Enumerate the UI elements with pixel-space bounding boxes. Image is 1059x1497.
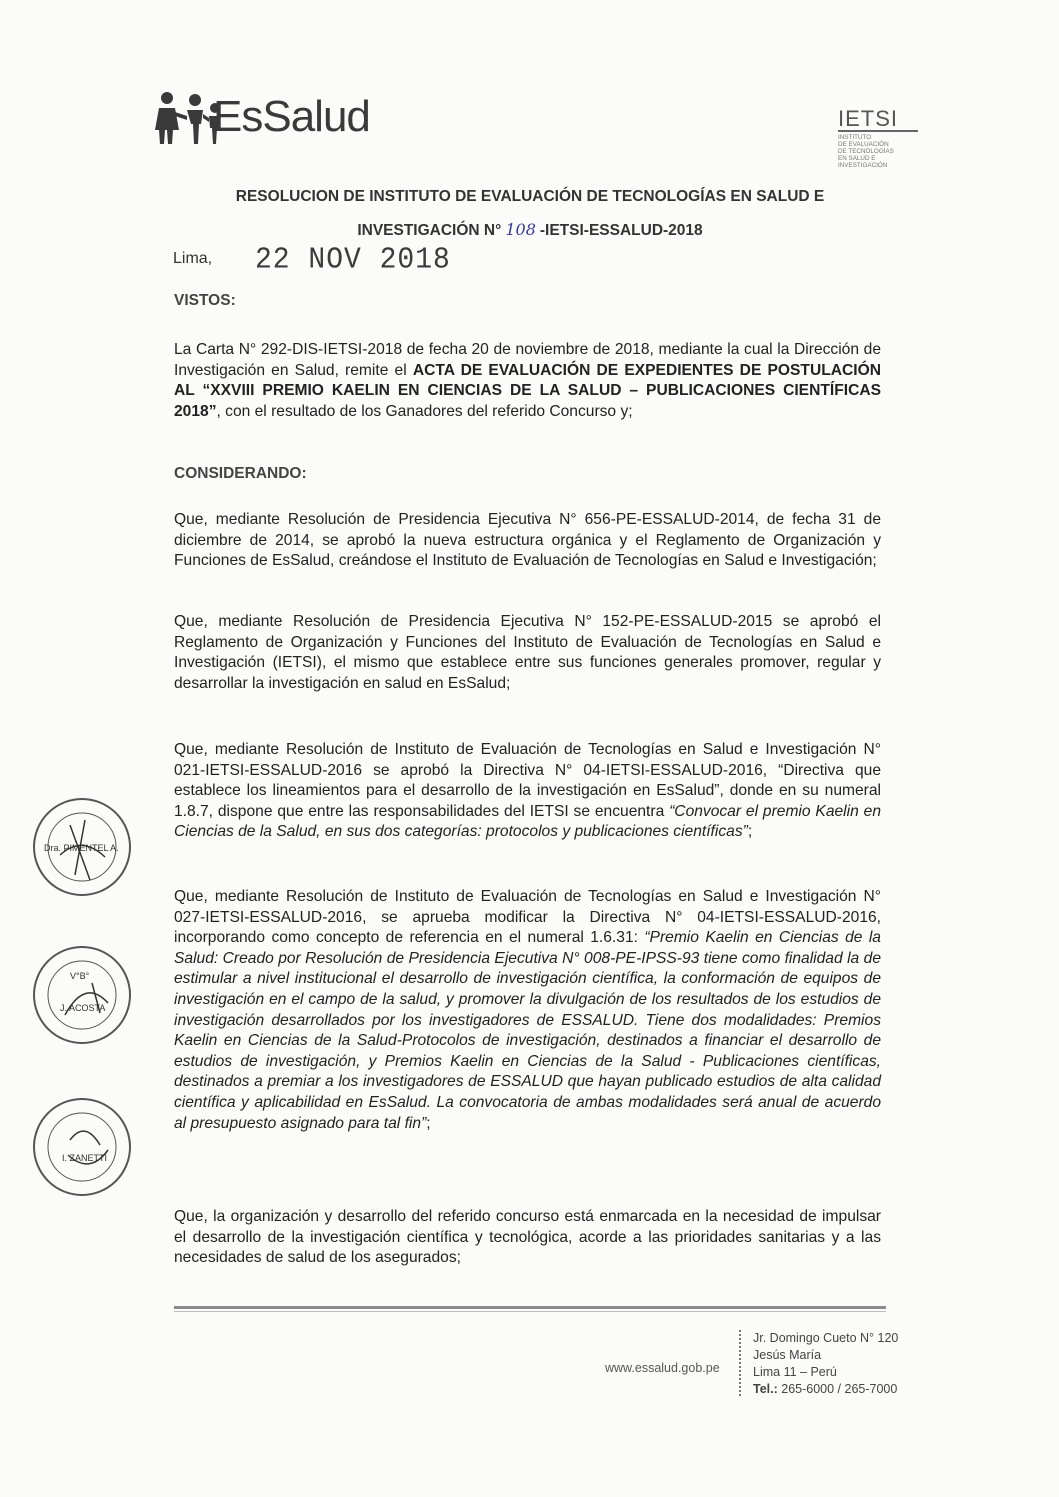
considerando-heading: CONSIDERANDO: — [174, 465, 307, 482]
essalud-logo-text: EsSalud — [213, 92, 370, 141]
stamp-2-name: J. ACOSTA — [60, 1003, 106, 1013]
stamp-seal-3 — [30, 1095, 135, 1200]
ietsi-logo-title: IETSI — [838, 108, 918, 132]
resolution-title-line2: INVESTIGACIÓN N° 108 -IETSI-ESSALUD-2018 — [357, 220, 703, 239]
stamp-2-vb: V°B° — [70, 971, 90, 981]
considerando-paragraph-5: Que, la organización y desarrollo del referido concurso está enmarcada en la necesidad de impulsar el desarrollo de la investigación científica y tecnológica, acorde a las prioridades sanitarias y a las necesidades de salud de los asegurados; — [174, 1208, 881, 1267]
resolution-title-line1: RESOLUCION DE INSTITUTO DE EVALUACIÓN DE TECNOLOGÍAS EN SALUD E — [235, 188, 825, 205]
place-label: Lima, — [173, 250, 213, 267]
ietsi-logo — [838, 108, 918, 172]
date-stamp: 22 NOV 2018 — [255, 243, 451, 278]
stamp-1-name: Dra. PIMENTEL A. — [44, 843, 119, 853]
handwritten-number: 108 — [505, 220, 536, 239]
considerando-paragraph-2: Que, mediante Resolución de Presidencia Ejecutiva N° 152-PE-ESSALUD-2015 se aprobó el Reglamento de Organización y Funciones del Instituto de Evaluación de Tecnologías en Salud e Investigación (IETSI), el mismo que establece entre sus funciones generales promover, regular y desarrollar la investigación en salud en EsSalud; — [174, 613, 881, 692]
vistos-paragraph: La Carta N° 292-DIS-IETSI-2018 de fecha 20 de noviembre de 2018, mediante la cual la Dirección de Investigación en Salud, remite el ACTA DE EVALUACIÓN DE EXPEDIENTES DE POSTULACIÓN AL “XXVIII PREMIO KAELIN EN CIENCIAS DE LA SALUD – PUBLICACIONES CIENTÍFICAS 2018”, con el resultado de los Ganadores del referido Concurso y; — [174, 341, 881, 420]
stamp-seal-1 — [30, 795, 135, 900]
footer-address: Jr. Domingo Cueto N° 120 Jesús María Lima 11 – Perú Tel.: 265-6000 / 265-7000 — [753, 1331, 899, 1396]
considerando-paragraph-4: Que, mediante Resolución de Instituto de Evaluación de Tecnologías en Salud e Investigación N° 027-IETSI-ESSALUD-2016, se aprueba modificar la Directiva N° 04-IETSI-ESSALUD-2016, incorporando como concepto de referencia en el numeral 1.6.31: “Premio Kaelin en Ciencias de la Salud: Creado por Resolución de Presidencia Ejecutiva N° 008-PE-IPSS-93 tiene como finalidad la de estimular a nivel institucional el desarrollo de investigación científica, la conformación de equipos de investigación en el campo de la salud, y promover la divulgación de los resultados de los estudios de investigación desarrollados por los investigadores de ESSALUD. Tiene dos modalidades: Premios Kaelin en Ciencias de la Salud-Protocolos de investigación, destinados a financiar el desarrollo de estudios de investigación, y Premios Kaelin en Ciencias de la Salud - Publicaciones científicas, destinados a premiar a los investigadores de ESSALUD que hayan publicado estudios de alta calidad científica y aplicabilidad en EsSalud. La convocatoria de ambas modalidades será anual de acuerdo al presupuesto asignado para tal fin”; — [174, 888, 881, 1132]
footer-separator — [739, 1330, 741, 1396]
essalud-logo — [155, 88, 415, 158]
considerando-paragraph-3: Que, mediante Resolución de Instituto de Evaluación de Tecnologías en Salud e Investigación N° 021-IETSI-ESSALUD-2016 se aprobó la Directiva N° 04-IETSI-ESSALUD-2016, “Directiva que establece los lineamientos para el desarrollo de la investigación en EsSalud”, donde en su numeral 1.8.7, dispone que entre las responsabilidades del IETSI se encuentra “Convocar el premio Kaelin en Ciencias de la Salud, en sus dos categorías: protocolos y publicaciones científicas”; — [174, 741, 881, 841]
footer-divider-thin — [174, 1311, 886, 1312]
stamp-seal-2 — [30, 943, 135, 1048]
footer-divider — [174, 1306, 886, 1309]
footer-phone: Tel.: 265-6000 / 265-7000 — [753, 1382, 898, 1396]
ietsi-logo-subtitle: INSTITUTO DE EVALUACIÓN DE TECNOLOGÍAS EN SALUD E INVESTIGACIÓN — [838, 134, 894, 169]
stamp-3-name: I. ZANETTI — [62, 1153, 107, 1163]
considerando-paragraph-1: Que, mediante Resolución de Presidencia Ejecutiva N° 656-PE-ESSALUD-2014, de fecha 31 de diciembre de 2014, se aprobó la nueva estructura orgánica y el Reglamento de Organización y Funciones de EsSalud, creándose el Instituto de Evaluación de Tecnologías en Salud e Investigación; — [174, 511, 881, 570]
vistos-heading: VISTOS: — [174, 292, 236, 309]
footer-website: www.essalud.gob.pe — [605, 1361, 720, 1375]
